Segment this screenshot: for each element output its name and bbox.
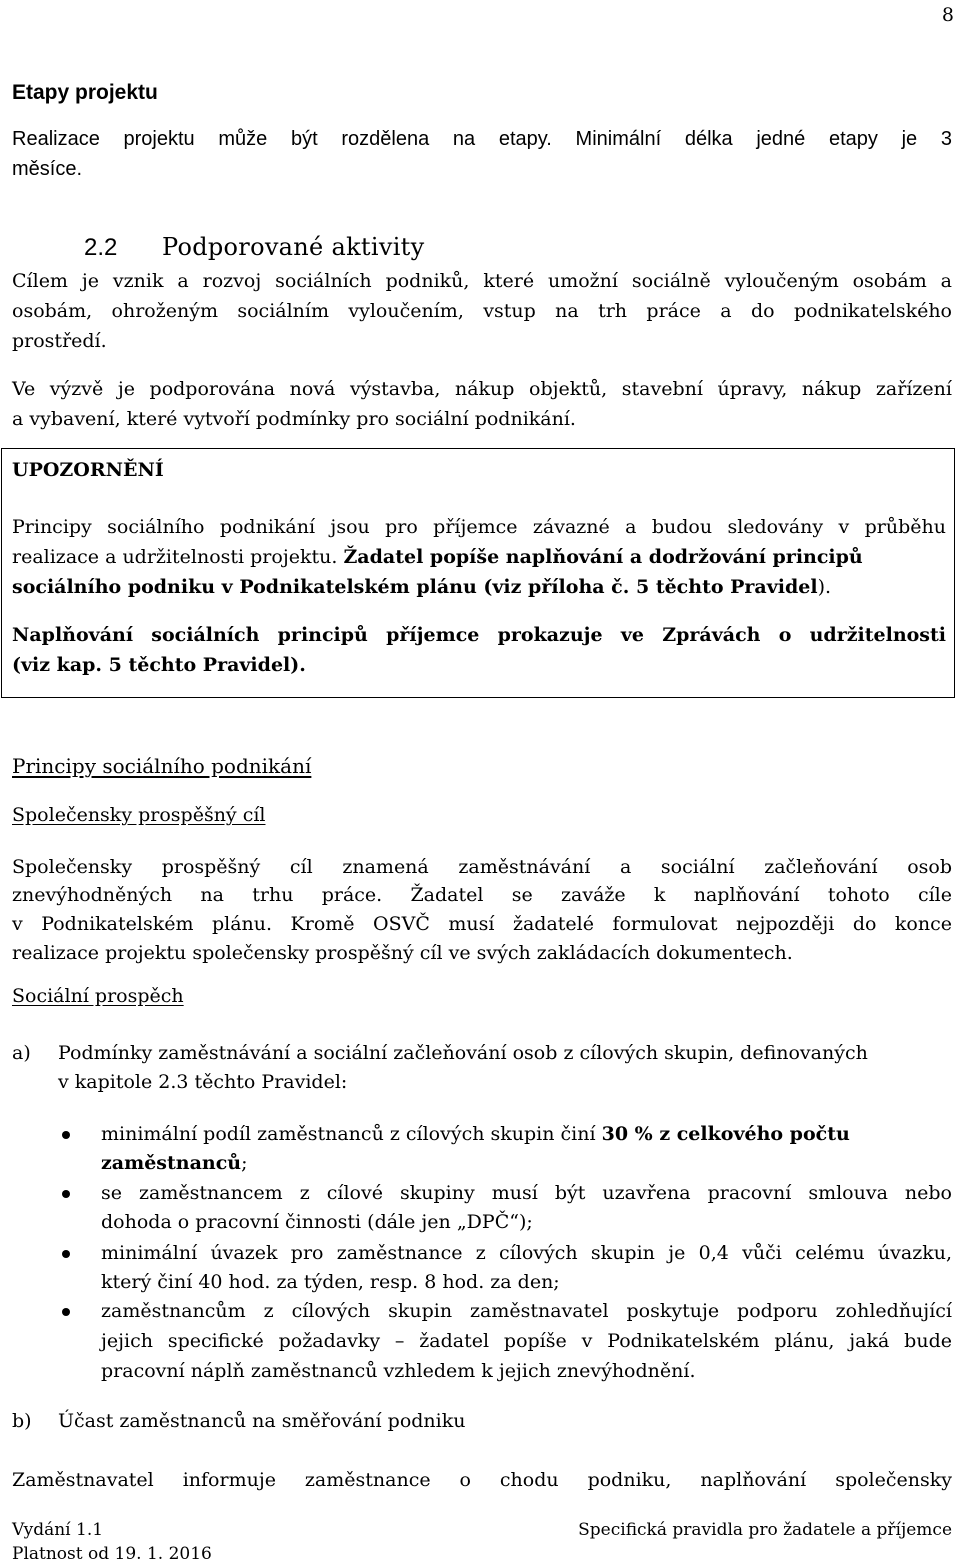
bullet-text: minimální podíl zaměstnanců z cílových skupin činí bbox=[101, 1123, 602, 1145]
bullet-line: se zaměstnancem z cílové skupiny musí být uzavřena pracovní smlouva nebo bbox=[101, 1182, 952, 1204]
bullet-text-bold: 30 % z celkového počtu bbox=[601, 1123, 850, 1145]
notice-line-bold: Žadatel popíše naplňování a dodržování principů bbox=[343, 546, 863, 568]
list-item-line: Podmínky zaměstnávání a sociální začleňování osob z cílových skupin, definovaných bbox=[58, 1042, 868, 1064]
footer-validity: Platnost od 19. 1. 2016 bbox=[12, 1544, 212, 1564]
bullet-line bbox=[101, 1119, 850, 1149]
bullet-line: zaměstnancům z cílových skupin zaměstnavatel poskytuje podporu zohledňující bbox=[101, 1300, 952, 1322]
list-label: b) bbox=[12, 1410, 32, 1432]
aktivity-paragraph-line: a vybavení, které vytvoří podmínky pro sociální podnikání. bbox=[12, 408, 576, 430]
bullet-icon bbox=[62, 1131, 70, 1139]
notice-line-bold: (viz kap. 5 těchto Pravidel). bbox=[12, 654, 306, 676]
bullet-line: pracovní náplň zaměstnanců vzhledem k jejich znevýhodnění. bbox=[101, 1360, 696, 1382]
list-item-line: Účast zaměstnanců na směřování podniku bbox=[58, 1410, 466, 1432]
principles-heading: Principy sociálního podnikání bbox=[12, 754, 312, 778]
bullet-icon bbox=[62, 1250, 70, 1258]
principles-paragraph-line: znevýhodněných na trhu práce. Žadatel se zaváže k naplňování tohoto cíle bbox=[12, 884, 952, 906]
section-heading-etapy: Etapy projektu bbox=[12, 81, 158, 104]
notice-line bbox=[12, 572, 831, 602]
principles-paragraph-line: realizace projektu společensky prospěšný cíl ve svých zakládacích dokumentech. bbox=[12, 942, 793, 964]
notice-line-normal: realizace a udržitelnosti projektu. bbox=[12, 546, 338, 568]
principles-subheading: Sociální prospěch bbox=[12, 985, 184, 1007]
section-title: Podporované aktivity bbox=[162, 233, 425, 261]
notice-line: Principy sociálního podnikání jsou pro příjemce závazné a budou sledovány v průběhu bbox=[12, 516, 946, 538]
bullet-text-bold: zaměstnanců bbox=[101, 1152, 242, 1174]
notice-line-bold: sociálního podniku v Podnikatelském plánu (viz příloha č. 5 těchto Pravidel bbox=[12, 576, 818, 598]
principles-paragraph-line: Společensky prospěšný cíl znamená zaměstnávání a sociální začleňování osob bbox=[12, 856, 952, 878]
aktivity-paragraph-line: Cílem je vznik a rozvoj sociálních podniků, které umožní sociálně vyloučeným osobám a bbox=[12, 270, 952, 292]
footer-version: Vydání 1.1 bbox=[12, 1520, 104, 1540]
page-number: 8 bbox=[941, 4, 954, 26]
notice-line-bold: Naplňování sociálních principů příjemce prokazuje ve Zprávách o udržitelnosti bbox=[12, 624, 946, 646]
bullet-line: který činí 40 hod. za týden, resp. 8 hod. za den; bbox=[101, 1271, 560, 1293]
aktivity-paragraph-line: Ve výzvě je podporována nová výstavba, nákup objektů, stavební úpravy, nákup zařízení bbox=[12, 378, 952, 400]
bullet-line bbox=[101, 1148, 248, 1178]
closing-paragraph-line: Zaměstnavatel informuje zaměstnance o chodu podniku, naplňování společensky bbox=[12, 1469, 952, 1491]
principles-paragraph-line: v Podnikatelském plánu. Kromě OSVČ musí žadatelé formulovat nejpozději do konce bbox=[12, 913, 952, 935]
bullet-icon bbox=[62, 1308, 70, 1316]
etapy-paragraph-line: měsíce. bbox=[12, 158, 83, 180]
aktivity-paragraph-line: prostředí. bbox=[12, 330, 107, 352]
principles-subheading: Společensky prospěšný cíl bbox=[12, 804, 266, 826]
etapy-paragraph-line: Realizace projektu může být rozdělena na etapy. Minimální délka jedné etapy je 3 bbox=[12, 128, 952, 150]
bullet-line: jejich specifické požadavky – žadatel popíše v Podnikatelském plánu, jaká bude bbox=[101, 1330, 952, 1352]
bullet-line: dohoda o pracovní činnosti (dále jen „DPČ“); bbox=[101, 1211, 533, 1233]
bullet-icon bbox=[62, 1190, 70, 1198]
bullet-line: minimální úvazek pro zaměstnance z cílových skupin je 0,4 vůči celému úvazku, bbox=[101, 1242, 952, 1264]
bullet-text: ; bbox=[241, 1152, 248, 1174]
notice-line-normal: ). bbox=[817, 576, 832, 598]
list-item-line: v kapitole 2.3 těchto Pravidel: bbox=[58, 1071, 348, 1093]
section-number: 2.2 bbox=[84, 234, 118, 261]
notice-title: UPOZORNĚNÍ bbox=[12, 459, 164, 481]
aktivity-paragraph-line: osobám, ohroženým sociálním vyloučením, vstup na trh práce a do podnikatelského bbox=[12, 300, 952, 322]
list-label: a) bbox=[12, 1042, 31, 1064]
footer-doc-title: Specifická pravidla pro žadatele a příjemce bbox=[578, 1520, 952, 1540]
notice-line bbox=[12, 542, 946, 572]
